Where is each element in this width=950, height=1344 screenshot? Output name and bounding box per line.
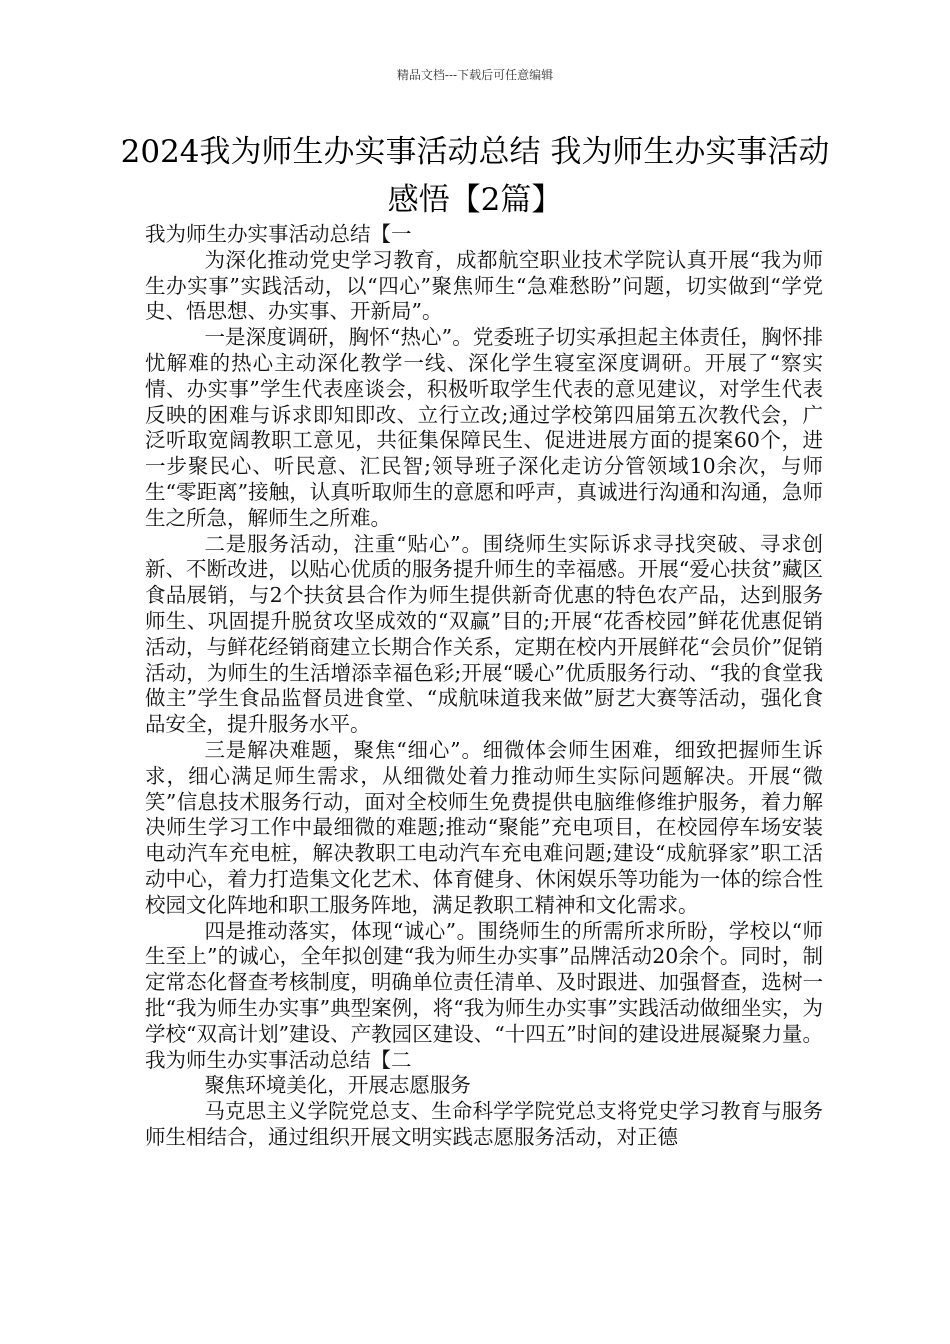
section-heading-1: 我为师生办实事活动总结【一 [145,222,412,246]
paragraph-section-2: 马克思主义学院党总支、生命科学学院党总支将党史学习教育与服务师生相结合，通过组织开展文明实践志愿服务活动，对正德 [145,1099,823,1149]
paragraph-intro: 为深化推动党史学习教育，成都航空职业技术学院认真开展“我为师生办实事”实践活动，以“四心”聚焦师生“急难愁盼”问题，切实做到“学党史、悟思想、办实事、开新局”。 [145,247,823,324]
paragraph-point-1: 一是深度调研，胸怀“热心”。党委班子切实承担起主体责任，胸怀排忧解难的热心主动深化教学一线、深化学生寝室深度调研。开展了“察实情、办实事”学生代表座谈会，积极听取学生代表的意见建议，对学生代表反映的困难与诉求即知即改、立行立改;通过学校第四届第五次教代会，广泛听取宽阔教职工意见，共征集保障民生、促进进展方面的提案60个，进一步聚民心、听民意、汇民智;领导班子深化走访分管领域10余次，与师生“零距离”接触，认真听取师生的意愿和呼声，真诚进行沟通和沟通，急师生之所急，解师生之所难。 [145,325,823,530]
header-note: 精品文档---下载后可任意编辑 [396,68,554,82]
paragraph-point-2: 二是服务活动，注重“贴心”。围绕师生实际诉求寻找突破、寻求创新、不断改进，以贴心优质的服务提升师生的幸福感。开展“爱心扶贫”藏区食品展销，与2个扶贫县合作为师生提供新奇优惠的特色农产品，达到服务师生、巩固提升脱贫攻坚成效的“双赢”目的;开展“花香校园”鲜花优惠促销活动，与鲜花经销商建立长期合作关系，定期在校内开展鲜花“会员价”促销活动，为师生的生活增添幸福色彩;开展“暖心”优质服务行动、“我的食堂我做主”学生食品监督员进食堂、“成航味道我来做”厨艺大赛等活动，强化食品安全，提升服务水平。 [145,531,823,737]
document-body [145,222,823,1151]
paragraph-point-4: 四是推动落实，体现“诚心”。围绕师生的所需所求所盼，学校以“师生至上”的诚心，全年拟创建“我为师生办实事”品牌活动20余个。同时，制定常态化督查考核制度，明确单位责任清单、及时跟进、加强督查，选树一批“我为师生办实事”典型案例，将“我为师生办实事”实践活动做细坐实，为学校“双高计划”建设、产教园区建设、“十四五”时间的建设进展凝聚力量。我为师生办实事活动总结【二 [145,918,823,1072]
paragraph-point-3: 三是解决难题，聚焦“细心”。细微体会师生困难，细致把握师生诉求，细心满足师生需求，从细微处着力推动师生实际问题解决。开展“微笑”信息技术服务行动，面对全校师生免费提供电脑维修维护服务，着力解决师生学习工作中最细微的难题;推动“聚能”充电项目，在校园停车场安装电动汽车充电桩，解决教职工电动汽车充电难问题;建设“成航驿家”职工活动中心，着力打造集文化艺术、体育健身、休闲娱乐等功能为一体的综合性校园文化阵地和职工服务阵地，满足教职工精神和文化需求。 [145,737,823,917]
document-title: 2024我为师生办实事活动总结 我为师生办实事活动感悟【2篇】 [120,134,830,218]
paragraph-subheading: 聚焦环境美化，开展志愿服务 [204,1073,471,1098]
